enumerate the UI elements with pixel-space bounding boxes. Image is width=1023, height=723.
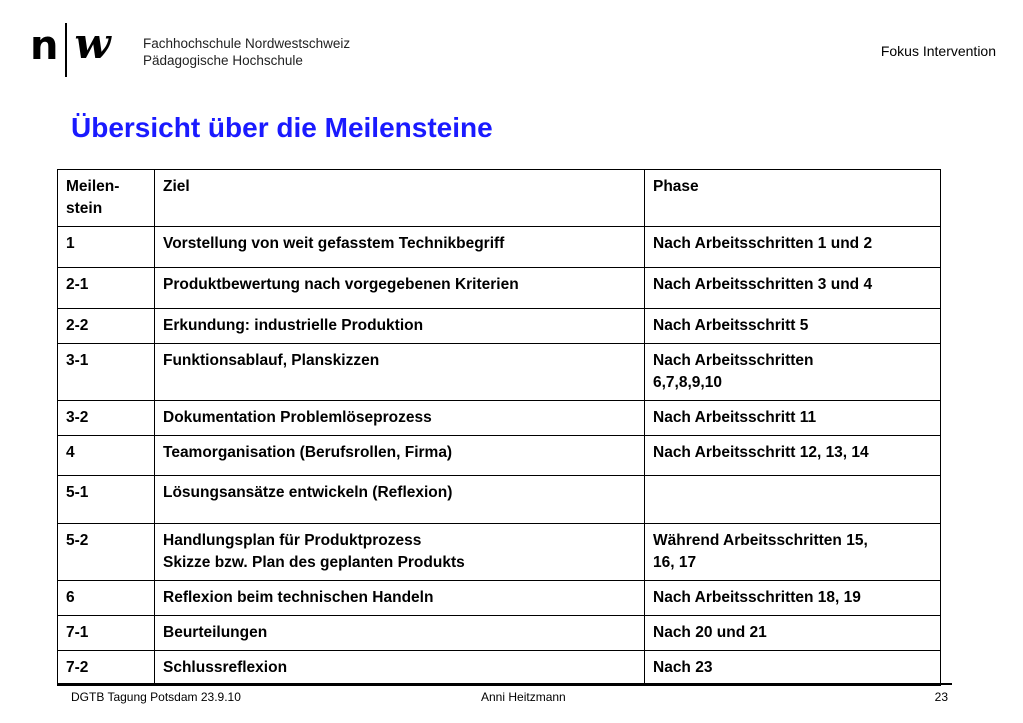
- milestone-cell: 7-2: [58, 651, 155, 686]
- table-row: [58, 651, 941, 686]
- milestone-cell: 4: [58, 436, 155, 476]
- header-milestone-cell: Meilen- stein: [58, 170, 155, 227]
- phase-cell: [645, 476, 941, 524]
- goal-cell: Vorstellung von weit gefasstem Technikbegriff: [155, 227, 645, 268]
- goal-cell: Reflexion beim technischen Handeln: [155, 581, 645, 616]
- logo-letter-w: w: [74, 19, 111, 68]
- milestone-cell: 3-2: [58, 401, 155, 436]
- goal-cell: Lösungsansätze entwickeln (Reflexion): [155, 476, 645, 524]
- phase-cell: Nach Arbeitsschritten 18, 19: [645, 581, 941, 616]
- table-row: [58, 616, 941, 651]
- footer-author: Anni Heitzmann: [481, 690, 566, 704]
- phase-cell: Nach 20 und 21: [645, 616, 941, 651]
- phase-cell: Nach Arbeitsschritten 1 und 2: [645, 227, 941, 268]
- page-number: 23: [934, 690, 948, 704]
- header-goal-cell: Ziel: [155, 170, 645, 227]
- goal-cell: Dokumentation Problemlöseprozess: [155, 401, 645, 436]
- goal-cell: Produktbewertung nach vorgegebenen Kriterien: [155, 268, 645, 309]
- phase-cell: Nach Arbeitsschritten 6,7,8,9,10: [645, 344, 941, 401]
- table-row: [58, 344, 941, 401]
- phase-cell: Während Arbeitsschritten 15, 16, 17: [645, 524, 941, 581]
- milestone-cell: 2-2: [58, 309, 155, 344]
- goal-cell: Handlungsplan für Produktprozess Skizze bzw. Plan des geplanten Produkts: [155, 524, 645, 581]
- table-row: [58, 524, 941, 581]
- institution-name: [143, 35, 350, 69]
- footer-divider: [57, 683, 952, 685]
- table-row: [58, 401, 941, 436]
- table-row: [58, 227, 941, 268]
- table-header-row: [58, 170, 941, 227]
- slide-title: Übersicht über die Meilensteine: [71, 112, 493, 143]
- header-phase-cell: Phase: [645, 170, 941, 227]
- milestone-cell: 1: [58, 227, 155, 268]
- table-row: [58, 436, 941, 476]
- goal-cell: Erkundung: industrielle Produktion: [155, 309, 645, 344]
- milestone-cell: 7-1: [58, 616, 155, 651]
- institution-line-2: Pädagogische Hochschule: [143, 53, 303, 68]
- goal-cell: Funktionsablauf, Planskizzen: [155, 344, 645, 401]
- footer-event: DGTB Tagung Potsdam 23.9.10: [71, 690, 241, 704]
- milestone-cell: 5-1: [58, 476, 155, 524]
- logo-letter-n: n: [30, 23, 58, 69]
- phase-cell: Nach Arbeitsschritt 5: [645, 309, 941, 344]
- topic-label: Fokus Intervention: [880, 43, 996, 59]
- institution-line-1: Fachhochschule Nordwestschweiz: [143, 36, 351, 51]
- goal-cell: Beurteilungen: [155, 616, 645, 651]
- fhnw-logo: [30, 19, 111, 78]
- table-row: [58, 476, 941, 524]
- logo-divider: [65, 23, 67, 77]
- table-row: [58, 581, 941, 616]
- milestone-cell: 5-2: [58, 524, 155, 581]
- milestone-table-body: [58, 170, 941, 686]
- phase-cell: Nach Arbeitsschritten 3 und 4: [645, 268, 941, 309]
- milestone-table: [57, 169, 941, 686]
- goal-cell: Teamorganisation (Berufsrollen, Firma): [155, 436, 645, 476]
- goal-cell: Schlussreflexion: [155, 651, 645, 686]
- milestone-cell: 3-1: [58, 344, 155, 401]
- phase-cell: Nach Arbeitsschritt 11: [645, 401, 941, 436]
- milestone-cell: 6: [58, 581, 155, 616]
- milestone-cell: 2-1: [58, 268, 155, 309]
- table-row: [58, 268, 941, 309]
- phase-cell: Nach 23: [645, 651, 941, 686]
- phase-cell: Nach Arbeitsschritt 12, 13, 14: [645, 436, 941, 476]
- table-row: [58, 309, 941, 344]
